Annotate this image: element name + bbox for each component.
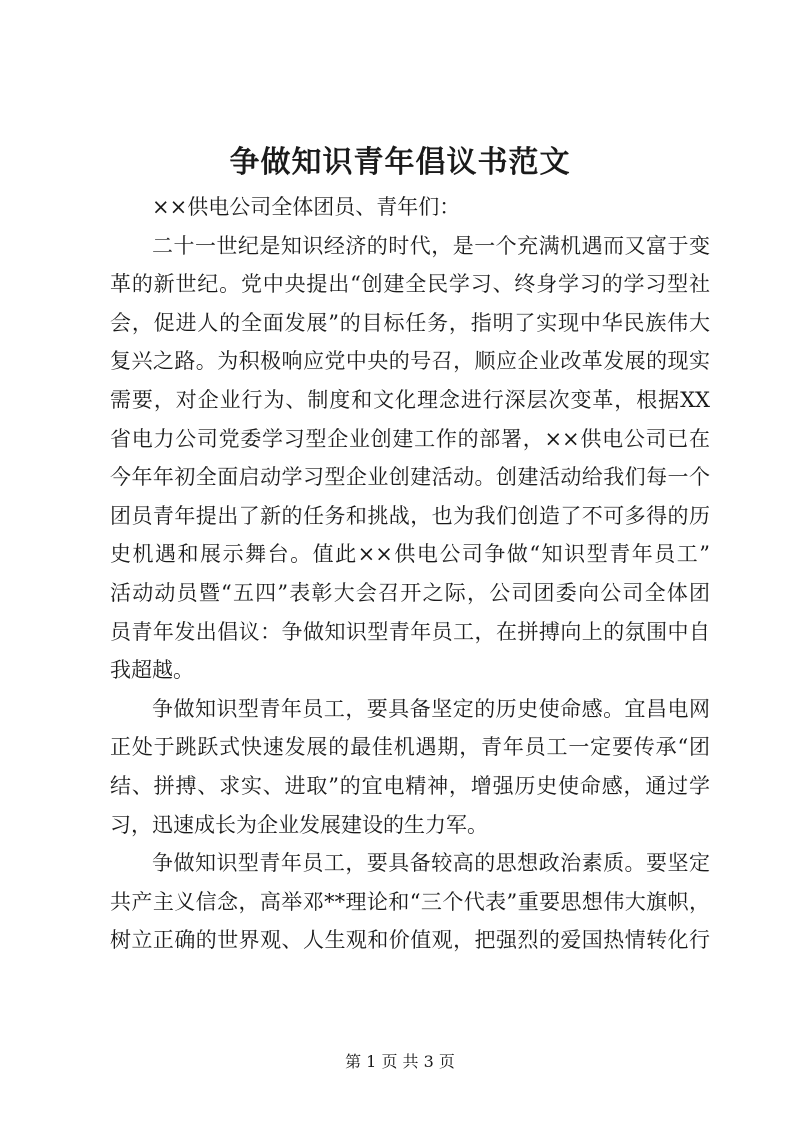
document-title: 争做知识青年倡议书范文 <box>229 145 571 180</box>
body-line: 正处于跳跃式快速发展的最佳机遇期，青年员工一定要传承“团 <box>110 735 710 760</box>
body-line: 今年年初全面启动学习型企业创建活动。创建活动给我们每一个 <box>110 465 710 490</box>
body-line: 树立正确的世界观、人生观和价值观，把强烈的爱国热情转化行 <box>110 928 710 953</box>
body-line: 员青年发出倡议：争做知识型青年员工，在拼搏向上的氛围中自 <box>110 619 710 644</box>
body-line: 共产主义信念，高举邓**理论和“三个代表”重要思想伟大旗帜， <box>110 889 710 914</box>
body-line: 需要，对企业行为、制度和文化理念进行深层次变革，根据XX <box>110 387 710 412</box>
body-line: 省电力公司党委学习型企业创建工作的部署，××供电公司已在 <box>110 426 710 451</box>
body-line: 争做知识型青年员工，要具备较高的思想政治素质。要坚定 <box>152 851 710 876</box>
body-line: 团员青年提出了新的任务和挑战，也为我们创造了不可多得的历 <box>110 503 710 528</box>
body-line: 革的新世纪。党中央提出“创建全民学习、终身学习的学习型社 <box>110 272 710 297</box>
body-line: 二十一世纪是知识经济的时代，是一个充满机遇而又富于变 <box>152 233 710 258</box>
body-line: 复兴之路。为积极响应党中央的号召，顺应企业改革发展的现实 <box>110 349 710 374</box>
body-line: 习，迅速成长为企业发展建设的生力军。 <box>110 812 488 837</box>
body-line: 结、拼搏、求实、进取”的宜电精神，增强历史使命感，通过学 <box>110 773 710 798</box>
body-line: 我超越。 <box>110 658 194 683</box>
body-line: 史机遇和展示舞台。值此××供电公司争做“知识型青年员工” <box>110 542 710 567</box>
page-footer: 第 1 页 共 3 页 <box>345 1052 455 1071</box>
document-body <box>110 188 710 960</box>
body-line: 争做知识型青年员工，要具备坚定的历史使命感。宜昌电网 <box>152 696 710 721</box>
body-line: ××供电公司全体团员、青年们： <box>152 195 461 219</box>
body-line: 活动动员暨“五四”表彰大会召开之际，公司团委向公司全体团 <box>110 580 710 605</box>
body-line: 会，促进人的全面发展”的目标任务，指明了实现中华民族伟大 <box>110 310 710 335</box>
